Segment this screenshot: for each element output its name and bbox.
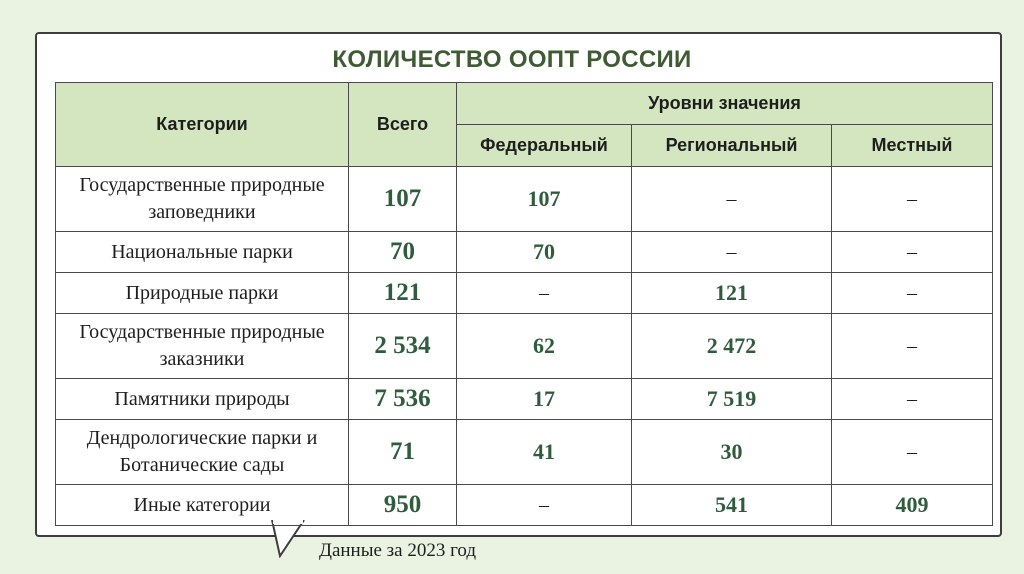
footnote: Данные за 2023 год [319, 540, 477, 561]
row-federal: 62 [457, 314, 632, 379]
header-federal: Федеральный [457, 125, 632, 167]
header-category: Категории [56, 83, 349, 167]
row-total: 70 [349, 232, 457, 273]
row-local: – [832, 379, 993, 420]
row-regional: 30 [632, 420, 832, 485]
row-regional: – [632, 232, 832, 273]
row-regional: 2 472 [632, 314, 832, 379]
row-category: Природные парки [56, 273, 349, 314]
oopt-table [55, 82, 993, 526]
table-row [56, 232, 993, 273]
speech-bubble-tail [270, 520, 310, 560]
row-regional: – [632, 167, 832, 232]
row-local: – [832, 314, 993, 379]
header-local: Местный [832, 125, 993, 167]
table-row [56, 273, 993, 314]
header-levels: Уровни значения [457, 83, 993, 125]
row-local: – [832, 167, 993, 232]
row-category: Памятники природы [56, 379, 349, 420]
row-federal: 107 [457, 167, 632, 232]
row-local: 409 [832, 485, 993, 526]
row-regional: 7 519 [632, 379, 832, 420]
header-total: Всего [349, 83, 457, 167]
row-total: 107 [349, 167, 457, 232]
row-category: Дендрологические парки и Ботанические сады [56, 420, 349, 485]
row-total: 71 [349, 420, 457, 485]
table-row [56, 485, 993, 526]
row-federal: 70 [457, 232, 632, 273]
row-regional: 541 [632, 485, 832, 526]
row-federal: – [457, 485, 632, 526]
table-row [56, 379, 993, 420]
row-total: 7 536 [349, 379, 457, 420]
row-total: 121 [349, 273, 457, 314]
row-local: – [832, 420, 993, 485]
row-category: Государственные природные заказники [56, 314, 349, 379]
row-category: Иные категории [56, 485, 349, 526]
row-category: Государственные природные заповедники [56, 167, 349, 232]
row-total: 950 [349, 485, 457, 526]
row-regional: 121 [632, 273, 832, 314]
page-title: КОЛИЧЕСТВО ООПТ РОССИИ [332, 46, 692, 73]
table-row [56, 314, 993, 379]
row-federal: 41 [457, 420, 632, 485]
header-regional: Региональный [632, 125, 832, 167]
row-federal: 17 [457, 379, 632, 420]
row-local: – [832, 232, 993, 273]
table-row [56, 420, 993, 485]
row-federal: – [457, 273, 632, 314]
table-row [56, 167, 993, 232]
row-local: – [832, 273, 993, 314]
row-total: 2 534 [349, 314, 457, 379]
row-category: Национальные парки [56, 232, 349, 273]
